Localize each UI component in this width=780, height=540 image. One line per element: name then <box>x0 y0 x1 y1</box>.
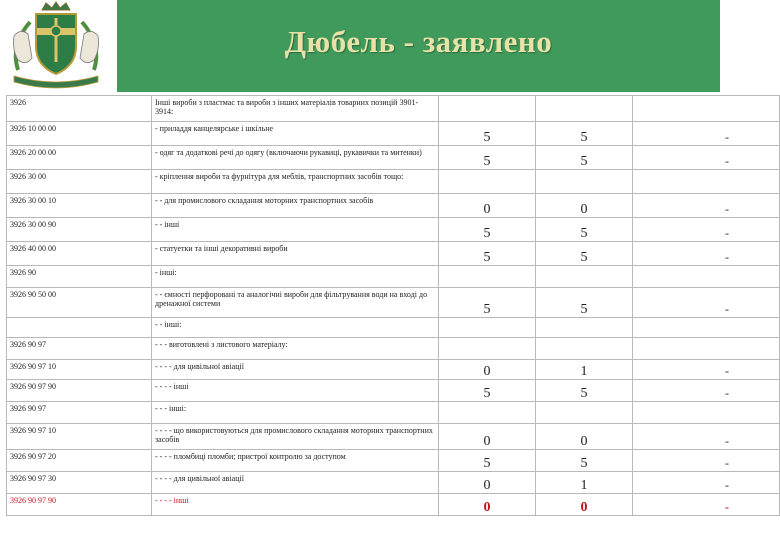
table-row <box>7 472 780 494</box>
rate-cell: - <box>633 494 780 516</box>
rate-cell: 5 <box>439 122 536 146</box>
tariff-code-cell: 3926 30 00 90 <box>7 218 152 242</box>
rate-cell: 0 <box>439 424 536 450</box>
rate-cell: 0 <box>439 360 536 380</box>
tariff-code-cell: 3926 90 <box>7 266 152 288</box>
logo <box>0 0 112 92</box>
rate-cell: 0 <box>536 494 633 516</box>
description-cell: Інші вироби з пластмас та вироби з інших матеріалів товарних позицій 3901-3914: <box>152 96 439 122</box>
tariff-code-cell: 3926 10 00 00 <box>7 122 152 146</box>
tariff-code-cell <box>7 318 152 338</box>
rate-cell: 5 <box>536 380 633 402</box>
rate-cell: 0 <box>439 472 536 494</box>
rate-cell <box>536 170 633 194</box>
rate-cell: 5 <box>536 450 633 472</box>
rate-cell <box>536 338 633 360</box>
tariff-code-cell: 3926 90 97 <box>7 402 152 424</box>
rate-cell: 5 <box>439 146 536 170</box>
description-cell: - - - - інші <box>152 494 439 516</box>
table-row <box>7 146 780 170</box>
description-cell: - одяг та додаткові речі до одягу (включаючи рукавиці, рукавички та митенки) <box>152 146 439 170</box>
description-cell: - - інші: <box>152 318 439 338</box>
rate-cell <box>536 318 633 338</box>
rate-cell: 5 <box>439 380 536 402</box>
table-row <box>7 96 780 122</box>
table-row <box>7 288 780 318</box>
table-row <box>7 170 780 194</box>
rate-cell: 5 <box>536 146 633 170</box>
tariff-code-cell: 3926 30 00 <box>7 170 152 194</box>
rate-cell: 5 <box>439 288 536 318</box>
rate-cell: 5 <box>439 242 536 266</box>
rate-cell <box>633 96 780 122</box>
rate-cell: - <box>633 288 780 318</box>
description-cell: - - інші <box>152 218 439 242</box>
rate-cell <box>633 266 780 288</box>
rate-cell: - <box>633 146 780 170</box>
rate-cell <box>536 96 633 122</box>
description-cell: - - - - що використовуються для промислового складання моторних транспортних засобів <box>152 424 439 450</box>
rate-cell: 0 <box>536 424 633 450</box>
rate-cell: 5 <box>536 122 633 146</box>
rate-cell <box>633 402 780 424</box>
rate-cell <box>439 266 536 288</box>
tariff-code-cell: 3926 90 50 00 <box>7 288 152 318</box>
tariff-code-cell: 3926 90 97 <box>7 338 152 360</box>
table-row <box>7 122 780 146</box>
rate-cell <box>439 318 536 338</box>
rate-cell <box>439 170 536 194</box>
rate-cell: - <box>633 194 780 218</box>
rate-cell: - <box>633 122 780 146</box>
rate-cell: 5 <box>536 218 633 242</box>
table-row <box>7 424 780 450</box>
description-cell: - статуетки та інші декоративні вироби <box>152 242 439 266</box>
tariff-code-cell: 3926 90 97 20 <box>7 450 152 472</box>
table-row <box>7 494 780 516</box>
table-row <box>7 266 780 288</box>
rate-cell: - <box>633 360 780 380</box>
rate-cell <box>439 338 536 360</box>
tariff-code-cell: 3926 90 97 10 <box>7 360 152 380</box>
rate-cell: 0 <box>439 194 536 218</box>
table-row <box>7 450 780 472</box>
tariff-code-cell: 3926 90 97 30 <box>7 472 152 494</box>
rate-cell: 5 <box>536 242 633 266</box>
rate-cell <box>633 318 780 338</box>
rate-cell <box>536 266 633 288</box>
tariff-code-cell: 3926 90 97 90 <box>7 494 152 516</box>
description-cell: - - - виготовлені з листового матеріалу: <box>152 338 439 360</box>
table-row <box>7 218 780 242</box>
rate-cell: 5 <box>439 450 536 472</box>
table-row <box>7 194 780 218</box>
rate-cell: - <box>633 450 780 472</box>
tariff-code-cell: 3926 20 00 00 <box>7 146 152 170</box>
rate-cell: 0 <box>536 194 633 218</box>
description-cell: - - - - інші <box>152 380 439 402</box>
table-row <box>7 360 780 380</box>
description-cell: - - - - пломбиці пломби; пристрої контролю за доступом <box>152 450 439 472</box>
rate-cell: 1 <box>536 360 633 380</box>
page-title: Дюбель - заявлено <box>284 24 553 59</box>
description-cell: - - - - для цивільної авіації <box>152 472 439 494</box>
rate-cell <box>536 402 633 424</box>
tariff-code-cell: 3926 90 97 10 <box>7 424 152 450</box>
tariff-code-cell: 3926 30 00 10 <box>7 194 152 218</box>
table-row <box>7 402 780 424</box>
rate-cell: - <box>633 472 780 494</box>
header <box>0 0 720 92</box>
description-cell: - - - - для цивільної авіації <box>152 360 439 380</box>
description-cell: - кріплення вироби та фурнітура для меблів, транспортних засобів тощо: <box>152 170 439 194</box>
rate-cell: 1 <box>536 472 633 494</box>
rate-cell <box>633 338 780 360</box>
rate-cell: 5 <box>439 218 536 242</box>
rate-cell: - <box>633 424 780 450</box>
coat-of-arms-icon <box>0 0 112 92</box>
rate-cell: - <box>633 242 780 266</box>
rate-cell: 5 <box>536 288 633 318</box>
rate-cell <box>633 170 780 194</box>
tariff-table <box>6 95 780 516</box>
table-row <box>7 380 780 402</box>
rate-cell: 0 <box>439 494 536 516</box>
tariff-code-cell: 3926 40 00 00 <box>7 242 152 266</box>
table-row <box>7 318 780 338</box>
description-cell: - - ємності перфоровані та аналогічні вироби для фільтрування води на вході до дренажної системи <box>152 288 439 318</box>
rate-cell <box>439 96 536 122</box>
description-cell: - - для промислового складання моторних транспортних засобів <box>152 194 439 218</box>
rate-cell: - <box>633 218 780 242</box>
rate-cell <box>439 402 536 424</box>
table-row <box>7 338 780 360</box>
description-cell: - приладдя канцелярське і шкільне <box>152 122 439 146</box>
rate-cell: - <box>633 380 780 402</box>
title-band <box>117 0 720 92</box>
table-row <box>7 242 780 266</box>
description-cell: - інші: <box>152 266 439 288</box>
tariff-code-cell: 3926 90 97 90 <box>7 380 152 402</box>
tariff-code-cell: 3926 <box>7 96 152 122</box>
description-cell: - - - інші: <box>152 402 439 424</box>
